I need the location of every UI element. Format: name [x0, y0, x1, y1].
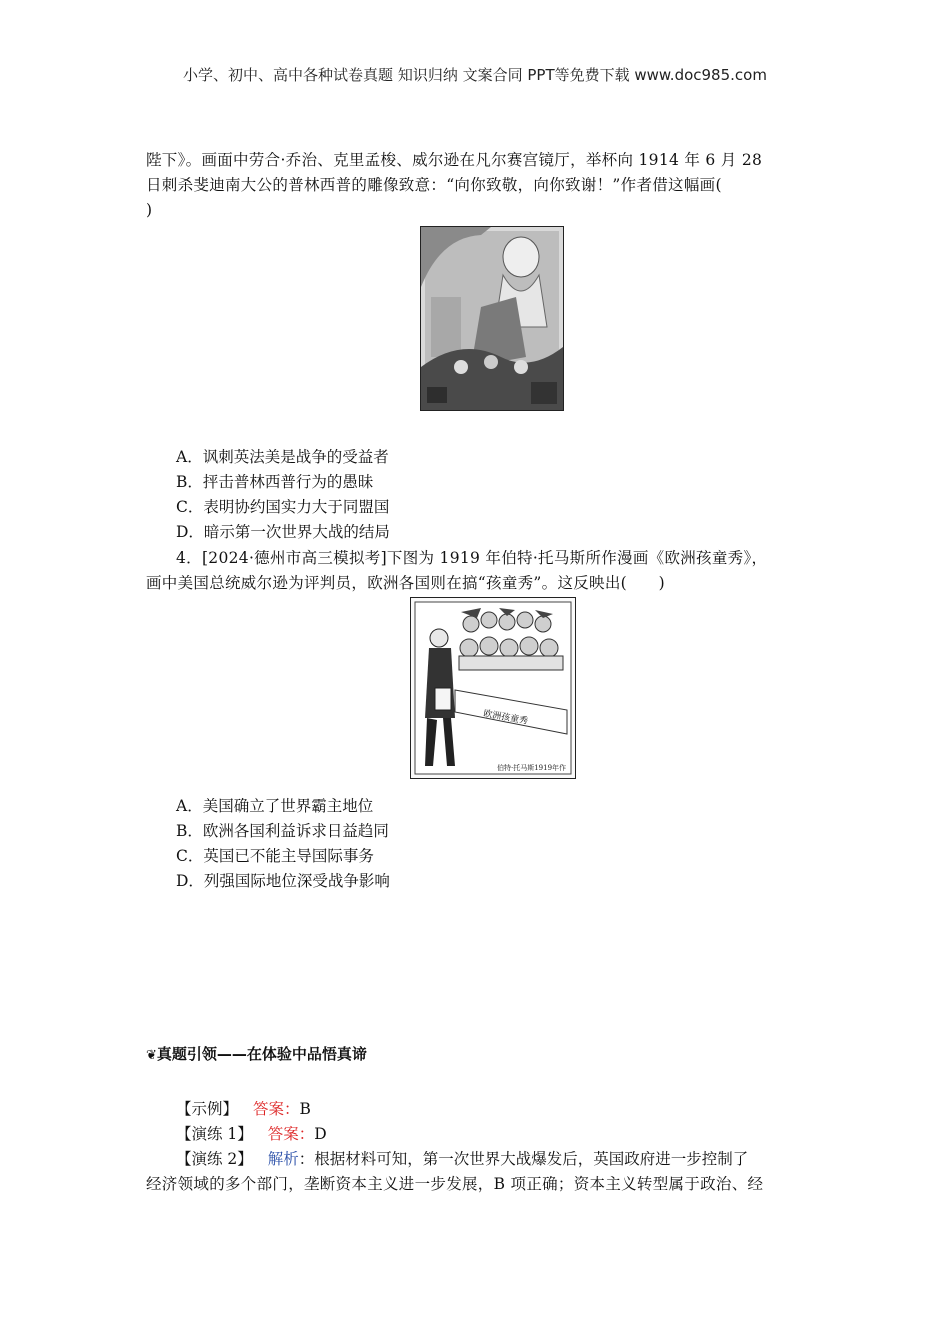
cartoon-banner-text: 欧洲孩童秀 [482, 709, 529, 727]
q4-stem-line-2: 画中美国总统威尔逊为评判员，欧洲各国则在搞“孩童秀”。这反映出( ) [146, 574, 665, 592]
answer-practice-2-tag: 【演练 2】 [176, 1150, 253, 1168]
answer-practice-1-tag: 【演练 1】 [176, 1125, 253, 1143]
answer-practice-1-label: 答案： [267, 1125, 315, 1143]
q4-option-a: A．美国确立了世界霸主地位 [176, 797, 374, 815]
answer-practice-1 [176, 1122, 327, 1147]
painting-illustration [421, 227, 563, 410]
answer-example [176, 1097, 311, 1122]
q3-stem [146, 148, 806, 223]
q3-line-3: ) [146, 201, 153, 219]
cartoon-caption-text: 伯特·托马斯1919年作 [497, 764, 567, 772]
q4-option-b: B．欧洲各国利益诉求日益趋同 [176, 822, 389, 840]
answer-practice-2 [176, 1147, 806, 1172]
q4-option-c: C．英国已不能主导国际事务 [176, 847, 374, 865]
section-leaf-icon: ❦ [146, 1048, 157, 1063]
answer-example-tag: 【示例】 [176, 1100, 239, 1118]
cartoon-illustration [411, 598, 575, 778]
q3-line-1: 陛下》。画面中劳合·乔治、克里孟梭、威尔逊在凡尔赛宫镜厅，举杯向 1914 年 6 月 28 [146, 151, 763, 169]
answer-example-label: 答案： [252, 1100, 300, 1118]
page-header: 小学、初中、高中各种试卷真题 知识归纳 文案合同 PPT等免费下载 www.doc985.com [183, 66, 767, 84]
q3-option-b: B．抨击普林西普行为的愚昧 [176, 473, 374, 491]
q3-painting-figure [420, 226, 564, 411]
section-title-text: 真题引领——在体验中品悟真谛 [156, 1045, 367, 1063]
section-heading [146, 1043, 367, 1064]
answer-example-value: B [299, 1100, 311, 1118]
answer-practice-2-line-2: 经济领域的多个部门，垄断资本主义进一步发展，B 项正确；资本主义转型属于政治、经 [146, 1175, 764, 1193]
q3-option-a: A．讽刺英法美是战争的受益者 [176, 448, 389, 466]
q3-option-c: C．表明协约国实力大于同盟国 [176, 498, 390, 516]
q3-option-d: D．暗示第一次世界大战的结局 [176, 523, 390, 541]
answer-practice-2-label: 解析 [267, 1150, 299, 1168]
answer-practice-2-text: ：根据材料可知，第一次世界大战爆发后，英国政府进一步控制了 [298, 1150, 749, 1168]
q4-cartoon-figure [410, 597, 576, 779]
q4-option-d: D．列强国际地位深受战争影响 [176, 872, 390, 890]
q4-stem-line-1: 4．[2024·德州市高三模拟考]下图为 1919 年伯特·托马斯所作漫画《欧洲孩童秀》， [176, 549, 768, 567]
answer-practice-1-value: D [314, 1125, 327, 1143]
q3-line-2: 日刺杀斐迪南大公的普林西普的雕像致意：“向你致敬，向你致谢！”作者借这幅画( [146, 176, 722, 194]
